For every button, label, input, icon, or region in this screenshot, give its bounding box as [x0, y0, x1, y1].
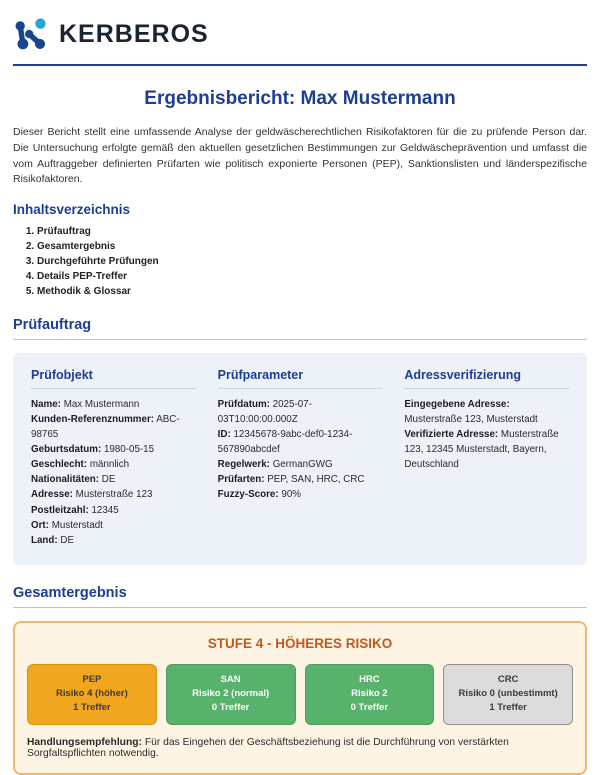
risk-card-risk: Risiko 2 (normal) [192, 688, 270, 700]
header [13, 0, 587, 53]
pruefparameter-column [218, 368, 383, 548]
toc-item-gesamtergebnis[interactable]: 2. Gesamtergebnis [37, 241, 587, 252]
field-kunden-referenznummer: Kunden-Referenznummer: ABC-98765 [31, 414, 180, 441]
risk-card-pep [27, 664, 157, 725]
field-land: Land: DE [31, 534, 75, 546]
risk-card-name: SAN [220, 673, 241, 685]
risk-card-hits: 1 Treffer [489, 702, 527, 714]
kerberos-logo-icon [13, 15, 49, 53]
risk-card-risk: Risiko 2 [351, 688, 388, 700]
risk-card-risk: Risiko 0 (unbestimmt) [458, 688, 558, 700]
risk-cards-row [27, 664, 573, 725]
section-divider [13, 339, 587, 340]
field-geschlecht: Geschlecht: männlich [31, 459, 130, 471]
toc-item-durchgefuehrte-pruefungen[interactable]: 3. Durchgeführte Prüfungen [37, 256, 587, 267]
toc-item-details-pep-treffer[interactable]: 4. Details PEP-Treffer [37, 271, 587, 282]
risk-card-hits: 0 Treffer [350, 702, 389, 714]
field-name: Name: Max Mustermann [31, 399, 140, 410]
toc-heading: Inhaltsverzeichnis [13, 202, 131, 217]
field-id: ID: 12345678-9abc-def0-1234-567890abcdef [217, 429, 353, 456]
risk-card-san [166, 664, 296, 725]
adressverifizierung-column [404, 368, 569, 548]
pruefobjekt-column [31, 368, 196, 548]
section-heading-pruefauftrag: Prüfauftrag [13, 317, 92, 333]
field-ort: Ort: Musterstadt [31, 519, 103, 531]
risk-card-risk: Risiko 4 (höher) [55, 688, 128, 700]
risk-card-crc [443, 664, 573, 725]
field-pruefarten: Prüfarten: PEP, SAN, HRC, CRC [217, 474, 365, 486]
field-postleitzahl: Postleitzahl: 12345 [31, 504, 119, 516]
recommendation-text: Handlungsempfehlung: Für das Eingehen der Geschäftsbeziehung ist die Durchführung von verstärkten Sorgfaltspflichten notwendig. [27, 736, 509, 759]
brand-name: KERBEROS [59, 19, 209, 48]
risk-card-name: HRC [359, 673, 380, 685]
risk-card-name: CRC [497, 673, 519, 685]
toc-item-pruefauftrag[interactable]: 1. Prüfauftrag [37, 226, 587, 237]
toc-list [37, 226, 587, 297]
pruefauftrag-panel [13, 353, 587, 565]
risk-card-hits: 0 Treffer [211, 702, 250, 714]
field-fuzzy-score: Fuzzy-Score: 90% [217, 489, 301, 501]
field-nationalitaeten: Nationalitäten: DE [31, 474, 116, 486]
page-title: Ergebnisbericht: Max Mustermann [144, 88, 456, 109]
field-pruefdatum: Prüfdatum: 2025-07-03T10:00:00.000Z [217, 399, 312, 426]
field-eingegebene-adresse: Eingegebene Adresse: Musterstraße 123, Musterstadt [404, 399, 538, 426]
pruefparameter-heading: Prüfparameter [218, 368, 383, 389]
field-geburtsdatum: Geburtsdatum: 1980-05-15 [31, 444, 155, 456]
field-verifizierte-adresse: Verifizierte Adresse: Musterstraße 123, 12345 Musterstadt, Bayern, Deutschland [404, 429, 559, 471]
field-adresse: Adresse: Musterstraße 123 [31, 489, 153, 501]
risk-level-label: STUFE 4 - HÖHERES RISIKO [207, 635, 393, 651]
field-regelwerk: Regelwerk: GermanGWG [217, 459, 333, 471]
section-heading-gesamtergebnis: Gesamtergebnis [13, 584, 127, 601]
adressverifizierung-heading: Adressverifizierung [404, 368, 569, 389]
risk-card-hits: 1 Treffer [73, 702, 111, 714]
risk-card-name: PEP [82, 673, 102, 685]
intro-paragraph: Dieser Bericht stellt eine umfassende Analyse der geldwäscherechtlichen Risikofaktoren für die zu prüfende Person dar. Die Untersuchung erfolgte gemäß den aktuellen gesetzlichen Bestimmungen zur Geldwäscheprävention und umfasst die vom Auftraggeber definierten Prüfarten wie politisch exponierte Personen (PEP), Sanktionslisten und länderspezifische Risikofaktoren. [13, 126, 587, 186]
header-divider [13, 64, 587, 66]
toc-item-methodik-glossar[interactable]: 5. Methodik & Glossar [37, 286, 587, 297]
pruefobjekt-heading: Prüfobjekt [31, 368, 196, 389]
risk-summary-box [13, 621, 587, 775]
section-divider [13, 607, 587, 608]
risk-card-hrc [305, 664, 435, 725]
